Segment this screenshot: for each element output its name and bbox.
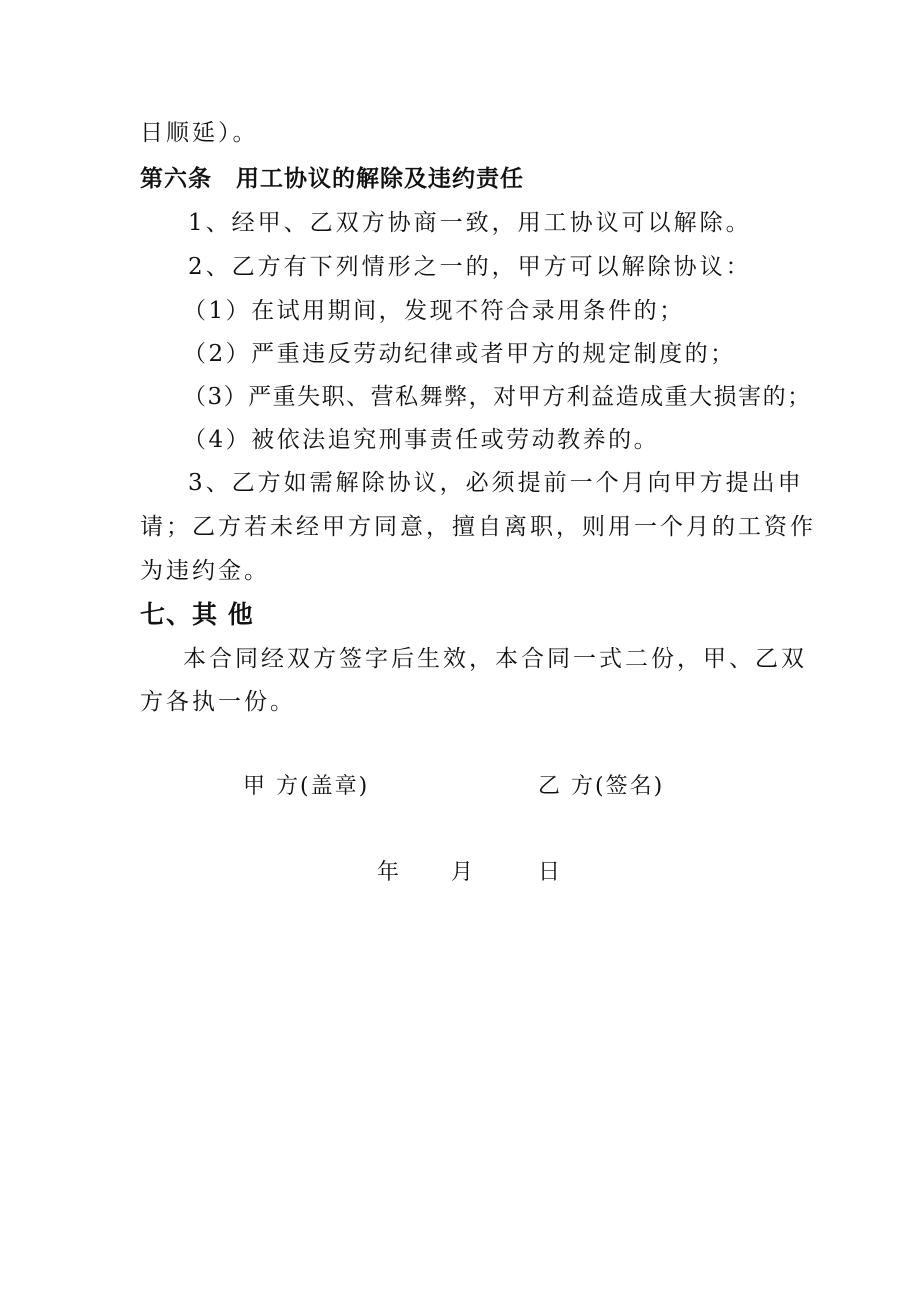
clause-2-item-1: （1）在试用期间，发现不符合录用条件的； [183, 298, 685, 324]
clause-2: 2、乙方有下列情形之一的，甲方可以解除协议： [188, 254, 752, 280]
clause-2-item-4: （4）被依法追究刑事责任或劳动教养的。 [183, 427, 660, 453]
date-month-label: 月 [451, 860, 476, 885]
clause-1: 1、经甲、乙双方协商一致，用工协议可以解除。 [188, 210, 752, 236]
date-day-label: 日 [538, 860, 563, 885]
clause-2-item-3: （3）严重失职、营私舞弊，对甲方利益造成重大损害的； [183, 384, 812, 410]
clause-2-item-2: （2）严重违反劳动纪律或者甲方的规定制度的； [183, 341, 736, 367]
clause-3-line-3: 为违约金。 [140, 558, 270, 584]
date-year-label: 年 [377, 860, 402, 885]
party-a-signature-label: 甲 方(盖章) [243, 774, 370, 799]
section-7-line-2: 方各执一份。 [140, 689, 296, 715]
clause-3-line-2: 请；乙方若未经甲方同意，擅自离职，则用一个月的工资作 [140, 514, 816, 540]
party-b-signature-label: 乙 方(签名) [538, 774, 665, 799]
clause-3-line-1: 3、乙方如需解除协议，必须提前一个月向甲方提出申 [188, 470, 804, 496]
section-7-line-1: 本合同经双方签字后生效，本合同一式二份，甲、乙双 [183, 646, 807, 672]
section-7-heading: 七、其 他 [140, 600, 254, 629]
continuation-text: 日顺延）。 [140, 120, 259, 146]
article-6-heading: 第六条 用工协议的解除及违约责任 [140, 166, 524, 192]
